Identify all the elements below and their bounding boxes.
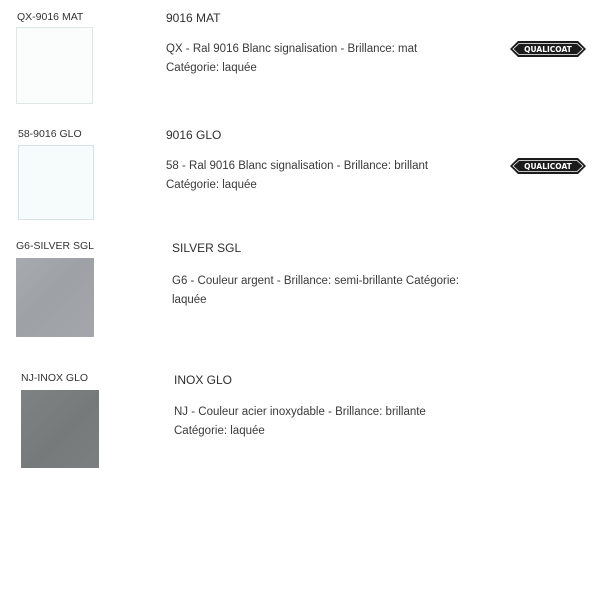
color-category: Catégorie: laquée (166, 179, 257, 191)
logo-text: QUALICOAT (524, 162, 572, 171)
color-swatch[interactable] (21, 390, 99, 468)
color-title: 9016 GLO (166, 128, 222, 142)
color-swatch[interactable] (18, 145, 94, 220)
color-code: QX-9016 MAT (17, 11, 84, 23)
color-code: 58-9016 GLO (18, 128, 82, 140)
color-code: G6-SILVER SGL (16, 240, 95, 252)
color-swatch[interactable] (16, 27, 93, 104)
color-title: INOX GLO (174, 373, 233, 387)
color-description: 58 - Ral 9016 Blanc signalisation - Brillance: brillant (166, 160, 429, 172)
color-category: Catégorie: laquée (166, 62, 257, 74)
logo-text: QUALICOAT (524, 45, 572, 54)
color-code: NJ-INOX GLO (21, 372, 89, 384)
qualicoat-logo-icon (508, 155, 588, 177)
qualicoat-logo-icon (508, 38, 588, 60)
color-category: Catégorie: laquée (174, 425, 265, 437)
color-description: QX - Ral 9016 Blanc signalisation - Brillance: mat (166, 43, 418, 55)
color-description: NJ - Couleur acier inoxydable - Brillance: brillante (174, 406, 426, 418)
color-category: laquée (172, 294, 207, 306)
color-swatch[interactable] (16, 258, 94, 337)
color-description: G6 - Couleur argent - Brillance: semi-brillante Catégorie: (172, 275, 459, 287)
color-title: 9016 MAT (166, 11, 221, 25)
color-title: SILVER SGL (172, 241, 242, 255)
